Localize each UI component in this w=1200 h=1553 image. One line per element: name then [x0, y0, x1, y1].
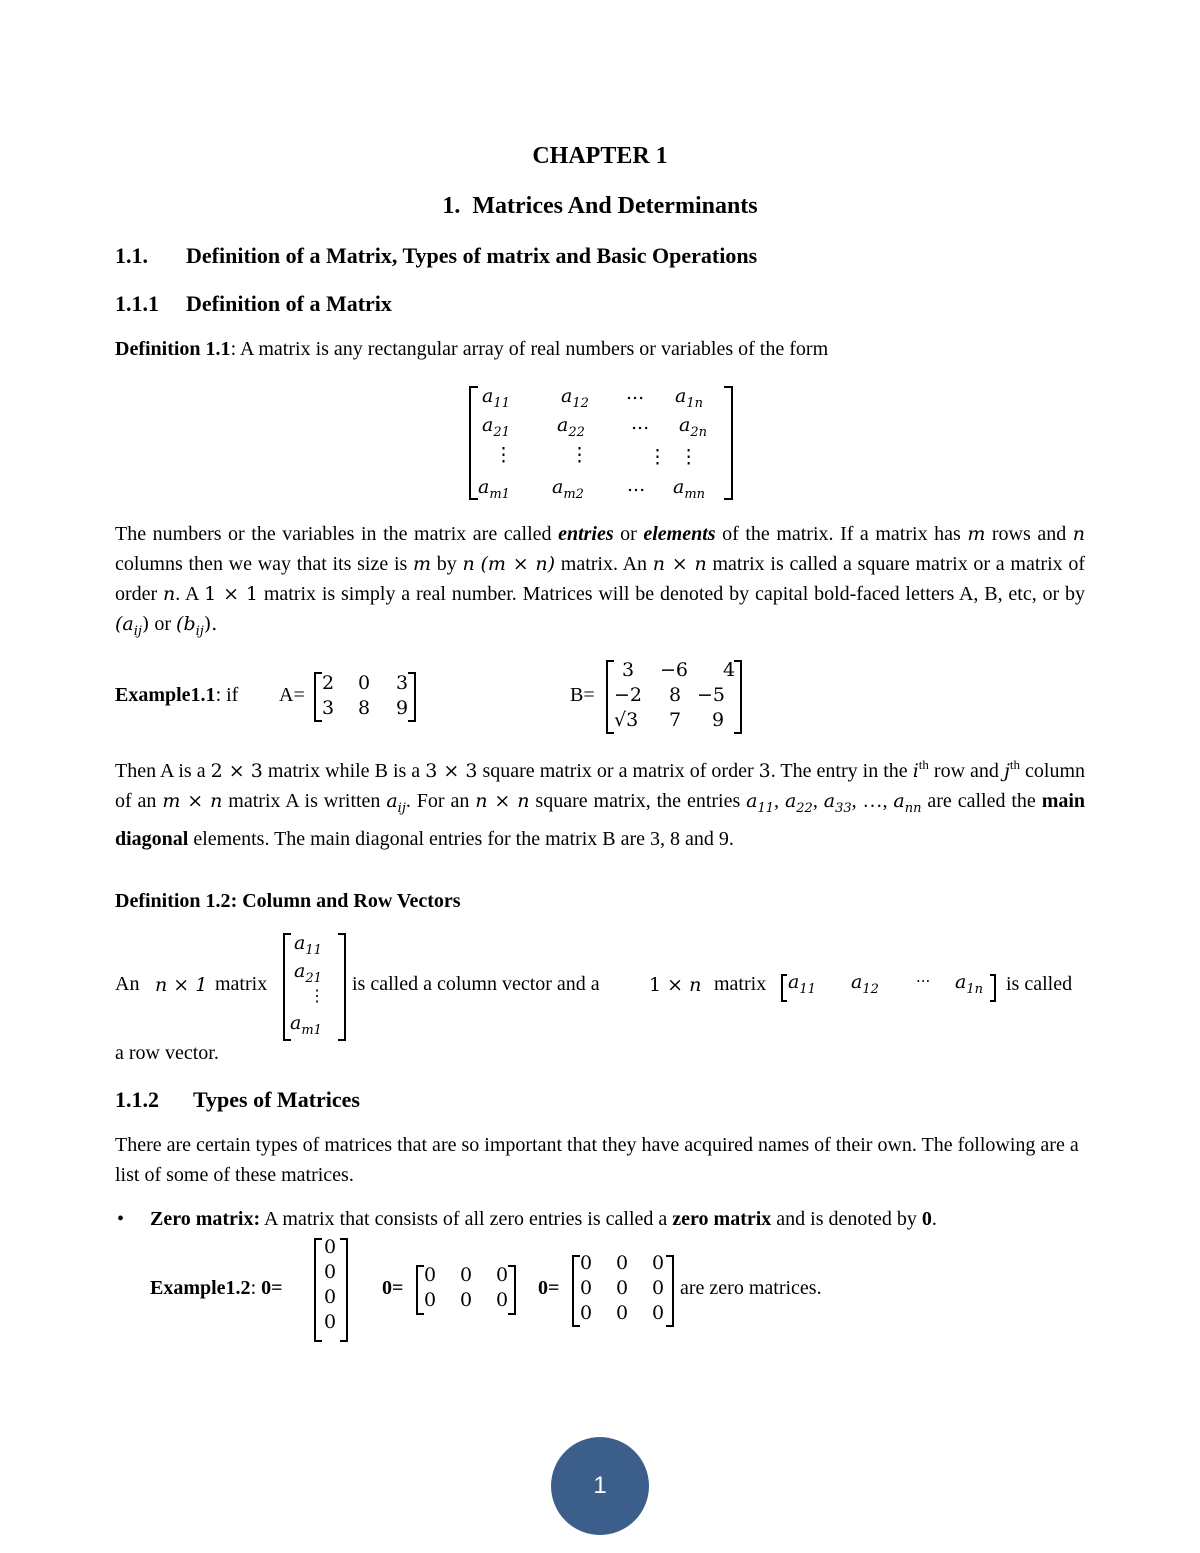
section-1-1-2-title: Types of Matrices: [193, 1087, 360, 1112]
vector-n-by-1: n × 1: [155, 974, 208, 996]
column-vector-a21: $a_{21}$: [294, 960, 322, 986]
example-1-1-label: Example1.1: if: [115, 684, 239, 706]
entry-a1n: $a_{1n}$: [675, 385, 703, 411]
zero-matrices-tail: are zero matrices.: [680, 1277, 822, 1299]
zero-3x3-r2c2: 0: [616, 1277, 629, 1299]
row-vector-a11: $a_{11}$: [788, 971, 816, 997]
entry-a12: $a_{12}$: [561, 385, 589, 411]
column-vector-vdots: ⋮: [309, 986, 325, 1005]
zero-3x3-r3c1: 0: [580, 1302, 593, 1324]
matrix-b-r3c3: 9: [712, 709, 725, 731]
matrix-b-r3c2: 7: [669, 709, 682, 731]
ellipsis-row1: ...: [626, 382, 645, 404]
entry-a21: $a_{21}$: [482, 414, 510, 440]
paragraph-entries: The numbers or the variables in the matrix are called entries or elements of the matrix. If a matrix has m rows and n columns then we way that its size is m by n (m × n) matrix. An n × n matrix is called a square matrix or a matrix of order n. A 1 × 1 matrix is simply a real number. Matrices will be denoted by capital bold-faced letters A, B, etc, or by $(a_{ij})$ or $(b_{ij})$.: [115, 523, 1086, 639]
vdots-col2: ⋮: [570, 444, 589, 466]
matrix-a-r1c3: 3: [396, 672, 409, 694]
definition-1-2: Definition 1.2: Column and Row Vectors: [115, 890, 461, 912]
zero-matrix-definition: Zero matrix: A matrix that consists of all zero entries is called a zero matrix and is denoted by 0.: [150, 1208, 937, 1230]
entry-a2n: $a_{2n}$: [679, 414, 707, 440]
zero-2x3-right-bracket: [508, 1265, 516, 1315]
zero-2x3-r2c3: 0: [496, 1289, 509, 1311]
zero-3x3-r3c3: 0: [652, 1302, 665, 1324]
zero-column-r1: 0: [324, 1236, 337, 1258]
definition-1-1-text: : A matrix is any rectangular array of real numbers or variables of the form: [230, 338, 829, 360]
bullet: •: [117, 1208, 125, 1230]
zero-3x3-r1c2: 0: [616, 1252, 629, 1274]
zero-2x3-r1c2: 0: [460, 1264, 473, 1286]
matrix-b-r2c2: 8: [669, 684, 682, 706]
section-1-1-2-number: 1.1.2: [115, 1087, 159, 1112]
row-vector-called: is called: [1006, 973, 1073, 995]
definition-1-1-label: Definition 1.1: [115, 338, 231, 360]
matrix-b-r3c1: √3: [614, 709, 639, 731]
matrix-b-r2c3: −5: [697, 684, 726, 706]
zero-3x3-r2c3: 0: [652, 1277, 665, 1299]
zero-column-left-bracket: [314, 1238, 322, 1342]
zero-column-r2: 0: [324, 1261, 337, 1283]
row-vector-right-bracket: [990, 974, 996, 1002]
zero-2x3-equals: 0=: [382, 1277, 404, 1299]
zero-2x3-r1c3: 0: [496, 1264, 509, 1286]
matrix-b-right-bracket: [734, 660, 742, 734]
zero-2x3-r2c2: 0: [460, 1289, 473, 1311]
matrix-a-r2c1: 3: [322, 697, 335, 719]
paragraph-matrix-sizes: Then A is a 2 × 3 matrix while B is a 3 × 3 square matrix or a matrix of order 3. The entry in the $i^{th}$ row and $j^{th}$ column of an m × n matrix A is written $a_{ij}$. For an n × n square matrix, the entries $a_{11}$, $a_{22}$, $a_{33}$, …, $a_{nn}$ are called the main diagonal elements. The main diagonal entries for the matrix B are 3, 8 and 9.: [115, 757, 1086, 850]
matrix-b-r1c3: 4: [723, 659, 736, 681]
page-number: 1: [593, 1472, 607, 1499]
matrix-b-r1c2: −6: [660, 659, 689, 681]
paragraph-types: There are certain types of matrices that are so important that they have acquired names of their own. The following are a list of some of these matrices.: [115, 1134, 1079, 1186]
entry-am1: $a_{m1}$: [478, 476, 510, 502]
entry-amn: $a_{mn}$: [673, 476, 706, 502]
column-vector-a11: $a_{11}$: [294, 932, 322, 958]
chapter-title: 1. Matrices And Determinants: [442, 193, 758, 219]
vdots-col1: ⋮: [494, 444, 513, 466]
matrix-a-left-bracket: [314, 672, 322, 722]
matrix-a-r2c3: 9: [396, 697, 409, 719]
matrix-a-r1c2: 0: [358, 672, 371, 694]
entry-am2: $a_{m2}$: [552, 476, 584, 502]
zero-column-r4: 0: [324, 1311, 337, 1333]
matrix-a-r2c2: 8: [358, 697, 371, 719]
row-vector-size: 1 × n: [649, 974, 702, 996]
column-vector-am1: $a_{m1}$: [290, 1012, 322, 1038]
ellipsis-row4: ...: [627, 474, 646, 496]
matrix-a-r1c1: 2: [322, 672, 335, 694]
entry-a22: $a_{22}$: [557, 414, 585, 440]
matrix-a-right-bracket: [408, 672, 416, 722]
zero-3x3-r2c1: 0: [580, 1277, 593, 1299]
matrix-a-equals: A=: [279, 684, 305, 706]
definition-1-1: [115, 338, 828, 361]
zero-column-r3: 0: [324, 1286, 337, 1308]
column-vector-right-bracket: [338, 933, 346, 1041]
vdots-col3: ⋮ ⋮: [648, 446, 699, 468]
vector-an: An: [115, 973, 140, 995]
zero-3x3-left-bracket: [572, 1255, 580, 1327]
zero-3x3-r3c2: 0: [616, 1302, 629, 1324]
entry-a11: $a_{11}$: [482, 385, 510, 411]
ellipsis-row2: ...: [631, 412, 650, 434]
general-matrix-right-bracket: [724, 386, 733, 500]
chapter-heading: CHAPTER 1: [532, 143, 668, 169]
page-number-badge: [551, 1437, 649, 1535]
zero-2x3-r2c1: 0: [424, 1289, 437, 1311]
row-vector-a12: $a_{12}$: [851, 971, 879, 997]
vector-matrix-word: matrix: [215, 973, 268, 995]
row-vector-matrix-word: matrix: [714, 973, 767, 995]
section-1-1-1-number: 1.1.1: [115, 291, 159, 316]
zero-3x3-right-bracket: [666, 1255, 674, 1327]
general-matrix-left-bracket: [469, 386, 478, 500]
zero-2x3-r1c1: 0: [424, 1264, 437, 1286]
matrix-b-r2c1: −2: [614, 684, 643, 706]
zero-column-right-bracket: [340, 1238, 348, 1342]
zero-2x3-left-bracket: [416, 1265, 424, 1315]
section-1-1-number: 1.1.: [115, 243, 148, 268]
column-vector-description: is called a column vector and a: [352, 973, 600, 995]
section-1-1-1-title: Definition of a Matrix: [186, 291, 392, 316]
zero-3x3-equals: 0=: [538, 1277, 560, 1299]
row-vector-a1n: $a_{1n}$: [955, 971, 983, 997]
row-vector-left-bracket: [781, 974, 787, 1002]
matrix-b-left-bracket: [606, 660, 614, 734]
section-1-1-title: Definition of a Matrix, Types of matrix and Basic Operations: [186, 243, 758, 268]
matrix-b-r1c1: 3: [622, 659, 635, 681]
row-vector-dots: ···: [916, 972, 931, 990]
example-1-2-label: Example1.2: 0=: [150, 1277, 283, 1299]
matrix-b-equals: B=: [570, 684, 595, 706]
zero-3x3-r1c1: 0: [580, 1252, 593, 1274]
zero-3x3-r1c3: 0: [652, 1252, 665, 1274]
row-vector-text: a row vector.: [115, 1042, 219, 1064]
